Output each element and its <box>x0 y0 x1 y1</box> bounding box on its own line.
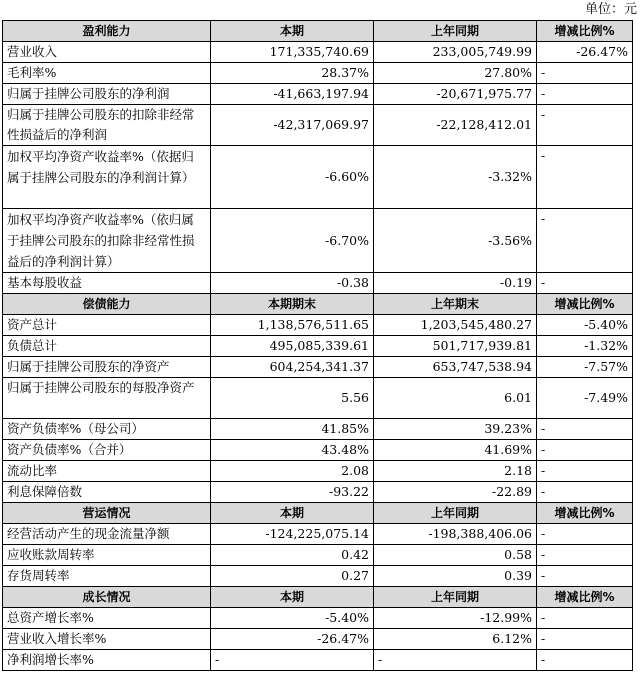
table-row <box>3 336 633 357</box>
row-label: 归属于挂牌公司股东的每股净资产 <box>3 378 211 419</box>
value-change: - <box>537 629 633 650</box>
value-current: 28.37% <box>211 63 374 84</box>
row-label: 营业收入 <box>3 42 211 63</box>
value-change: - <box>537 63 633 84</box>
table-row <box>3 315 633 336</box>
row-label: 应收账款周转率 <box>3 545 211 566</box>
value-previous: 27.80% <box>374 63 537 84</box>
row-label: 毛利率% <box>3 63 211 84</box>
row-label: 利息保障倍数 <box>3 482 211 503</box>
row-label: 加权平均净资产收益率%（依归属于挂牌公司股东的扣除非经常性损益后的净利润计算） <box>3 209 211 273</box>
value-change: - <box>537 545 633 566</box>
value-previous: -22,128,412.01 <box>374 105 537 146</box>
value-change: - <box>537 608 633 629</box>
row-label: 加权平均净资产收益率%（依据归属于挂牌公司股东的净利润计算） <box>3 146 211 209</box>
header-change: 增减比例% <box>537 21 633 42</box>
row-label: 净利润增长率% <box>3 650 211 671</box>
header-change: 增减比例% <box>537 294 633 315</box>
table-row <box>3 440 633 461</box>
table-row <box>3 42 633 63</box>
header-indicator: 营运情况 <box>3 503 211 524</box>
row-label: 负债总计 <box>3 336 211 357</box>
value-current: 5.56 <box>211 378 374 419</box>
section-header-operations <box>3 503 633 524</box>
value-previous: -198,388,406.06 <box>374 524 537 545</box>
value-current: -0.38 <box>211 273 374 294</box>
header-current: 本期 <box>211 587 374 608</box>
value-current: -93.22 <box>211 482 374 503</box>
value-previous: - <box>374 650 537 671</box>
row-label: 存货周转率 <box>3 566 211 587</box>
section-header-solvency <box>3 294 633 315</box>
value-previous: 6.12% <box>374 629 537 650</box>
value-current: 41.85% <box>211 419 374 440</box>
value-previous: 233,005,749.99 <box>374 42 537 63</box>
value-current: 2.08 <box>211 461 374 482</box>
table-row <box>3 146 633 209</box>
value-previous: 501,717,939.81 <box>374 336 537 357</box>
value-current: 0.42 <box>211 545 374 566</box>
value-change: - <box>537 146 633 209</box>
header-current: 本期 <box>211 21 374 42</box>
financial-indicators-table <box>2 20 633 671</box>
table-row <box>3 84 633 105</box>
value-current: 495,085,339.61 <box>211 336 374 357</box>
row-label: 资产负债率%（合并） <box>3 440 211 461</box>
value-previous: -22.89 <box>374 482 537 503</box>
value-previous: 41.69% <box>374 440 537 461</box>
section-header-growth <box>3 587 633 608</box>
value-change: -26.47% <box>537 42 633 63</box>
table-row <box>3 566 633 587</box>
value-current: -124,225,075.14 <box>211 524 374 545</box>
row-label: 归属于挂牌公司股东的扣除非经常性损益后的净利润 <box>3 105 211 146</box>
value-current: -6.70% <box>211 209 374 273</box>
header-previous: 上年同期 <box>374 503 537 524</box>
value-previous: 1,203,545,480.27 <box>374 315 537 336</box>
header-current: 本期期末 <box>211 294 374 315</box>
value-previous: -3.56% <box>374 209 537 273</box>
value-change: -1.32% <box>537 336 633 357</box>
value-change: - <box>537 524 633 545</box>
value-previous: -20,671,975.77 <box>374 84 537 105</box>
value-change: -7.49% <box>537 378 633 419</box>
value-change: - <box>537 273 633 294</box>
row-label: 经营活动产生的现金流量净额 <box>3 524 211 545</box>
value-current: 43.48% <box>211 440 374 461</box>
table-row <box>3 524 633 545</box>
value-change: - <box>537 105 633 146</box>
value-change: - <box>537 209 633 273</box>
header-previous: 上年同期 <box>374 587 537 608</box>
row-label: 营业收入增长率% <box>3 629 211 650</box>
table-row <box>3 273 633 294</box>
value-current: -5.40% <box>211 608 374 629</box>
row-label: 基本每股收益 <box>3 273 211 294</box>
value-change: -5.40% <box>537 315 633 336</box>
table-row <box>3 105 633 146</box>
value-change: - <box>537 482 633 503</box>
row-label: 总资产增长率% <box>3 608 211 629</box>
value-current: 171,335,740.69 <box>211 42 374 63</box>
value-previous: -3.32% <box>374 146 537 209</box>
value-current: 0.27 <box>211 566 374 587</box>
value-previous: 653,747,538.94 <box>374 357 537 378</box>
value-current: -26.47% <box>211 629 374 650</box>
header-previous: 上年期末 <box>374 294 537 315</box>
value-change: - <box>537 84 633 105</box>
table-row <box>3 608 633 629</box>
value-current: -6.60% <box>211 146 374 209</box>
table-row <box>3 545 633 566</box>
table-row <box>3 378 633 419</box>
value-previous: 6.01 <box>374 378 537 419</box>
header-indicator: 盈利能力 <box>3 21 211 42</box>
row-label: 归属于挂牌公司股东的净利润 <box>3 84 211 105</box>
row-label: 资产总计 <box>3 315 211 336</box>
row-label: 流动比率 <box>3 461 211 482</box>
header-indicator: 成长情况 <box>3 587 211 608</box>
table-row <box>3 357 633 378</box>
header-indicator: 偿债能力 <box>3 294 211 315</box>
table-row <box>3 209 633 273</box>
table-row <box>3 629 633 650</box>
value-current: -41,663,197.94 <box>211 84 374 105</box>
section-header-profitability <box>3 21 633 42</box>
unit-label: 单位：元 <box>584 2 637 17</box>
value-change: - <box>537 440 633 461</box>
header-current: 本期 <box>211 503 374 524</box>
header-previous: 上年同期 <box>374 21 537 42</box>
table-row <box>3 461 633 482</box>
table-row <box>3 482 633 503</box>
value-change: - <box>537 461 633 482</box>
table-row <box>3 650 633 671</box>
value-change: - <box>537 650 633 671</box>
row-label: 归属于挂牌公司股东的净资产 <box>3 357 211 378</box>
value-previous: 0.39 <box>374 566 537 587</box>
value-current: -42,317,069.97 <box>211 105 374 146</box>
table-row <box>3 419 633 440</box>
row-label: 资产负债率%（母公司） <box>3 419 211 440</box>
value-current: 1,138,576,511.65 <box>211 315 374 336</box>
value-change: - <box>537 566 633 587</box>
value-change: -7.57% <box>537 357 633 378</box>
value-previous: 0.58 <box>374 545 537 566</box>
value-previous: -0.19 <box>374 273 537 294</box>
header-change: 增减比例% <box>537 587 633 608</box>
value-current: 604,254,341.37 <box>211 357 374 378</box>
value-change: - <box>537 419 633 440</box>
value-current: - <box>211 650 374 671</box>
value-previous: 2.18 <box>374 461 537 482</box>
value-previous: -12.99% <box>374 608 537 629</box>
header-change: 增减比例% <box>537 503 633 524</box>
table-row <box>3 63 633 84</box>
value-previous: 39.23% <box>374 419 537 440</box>
